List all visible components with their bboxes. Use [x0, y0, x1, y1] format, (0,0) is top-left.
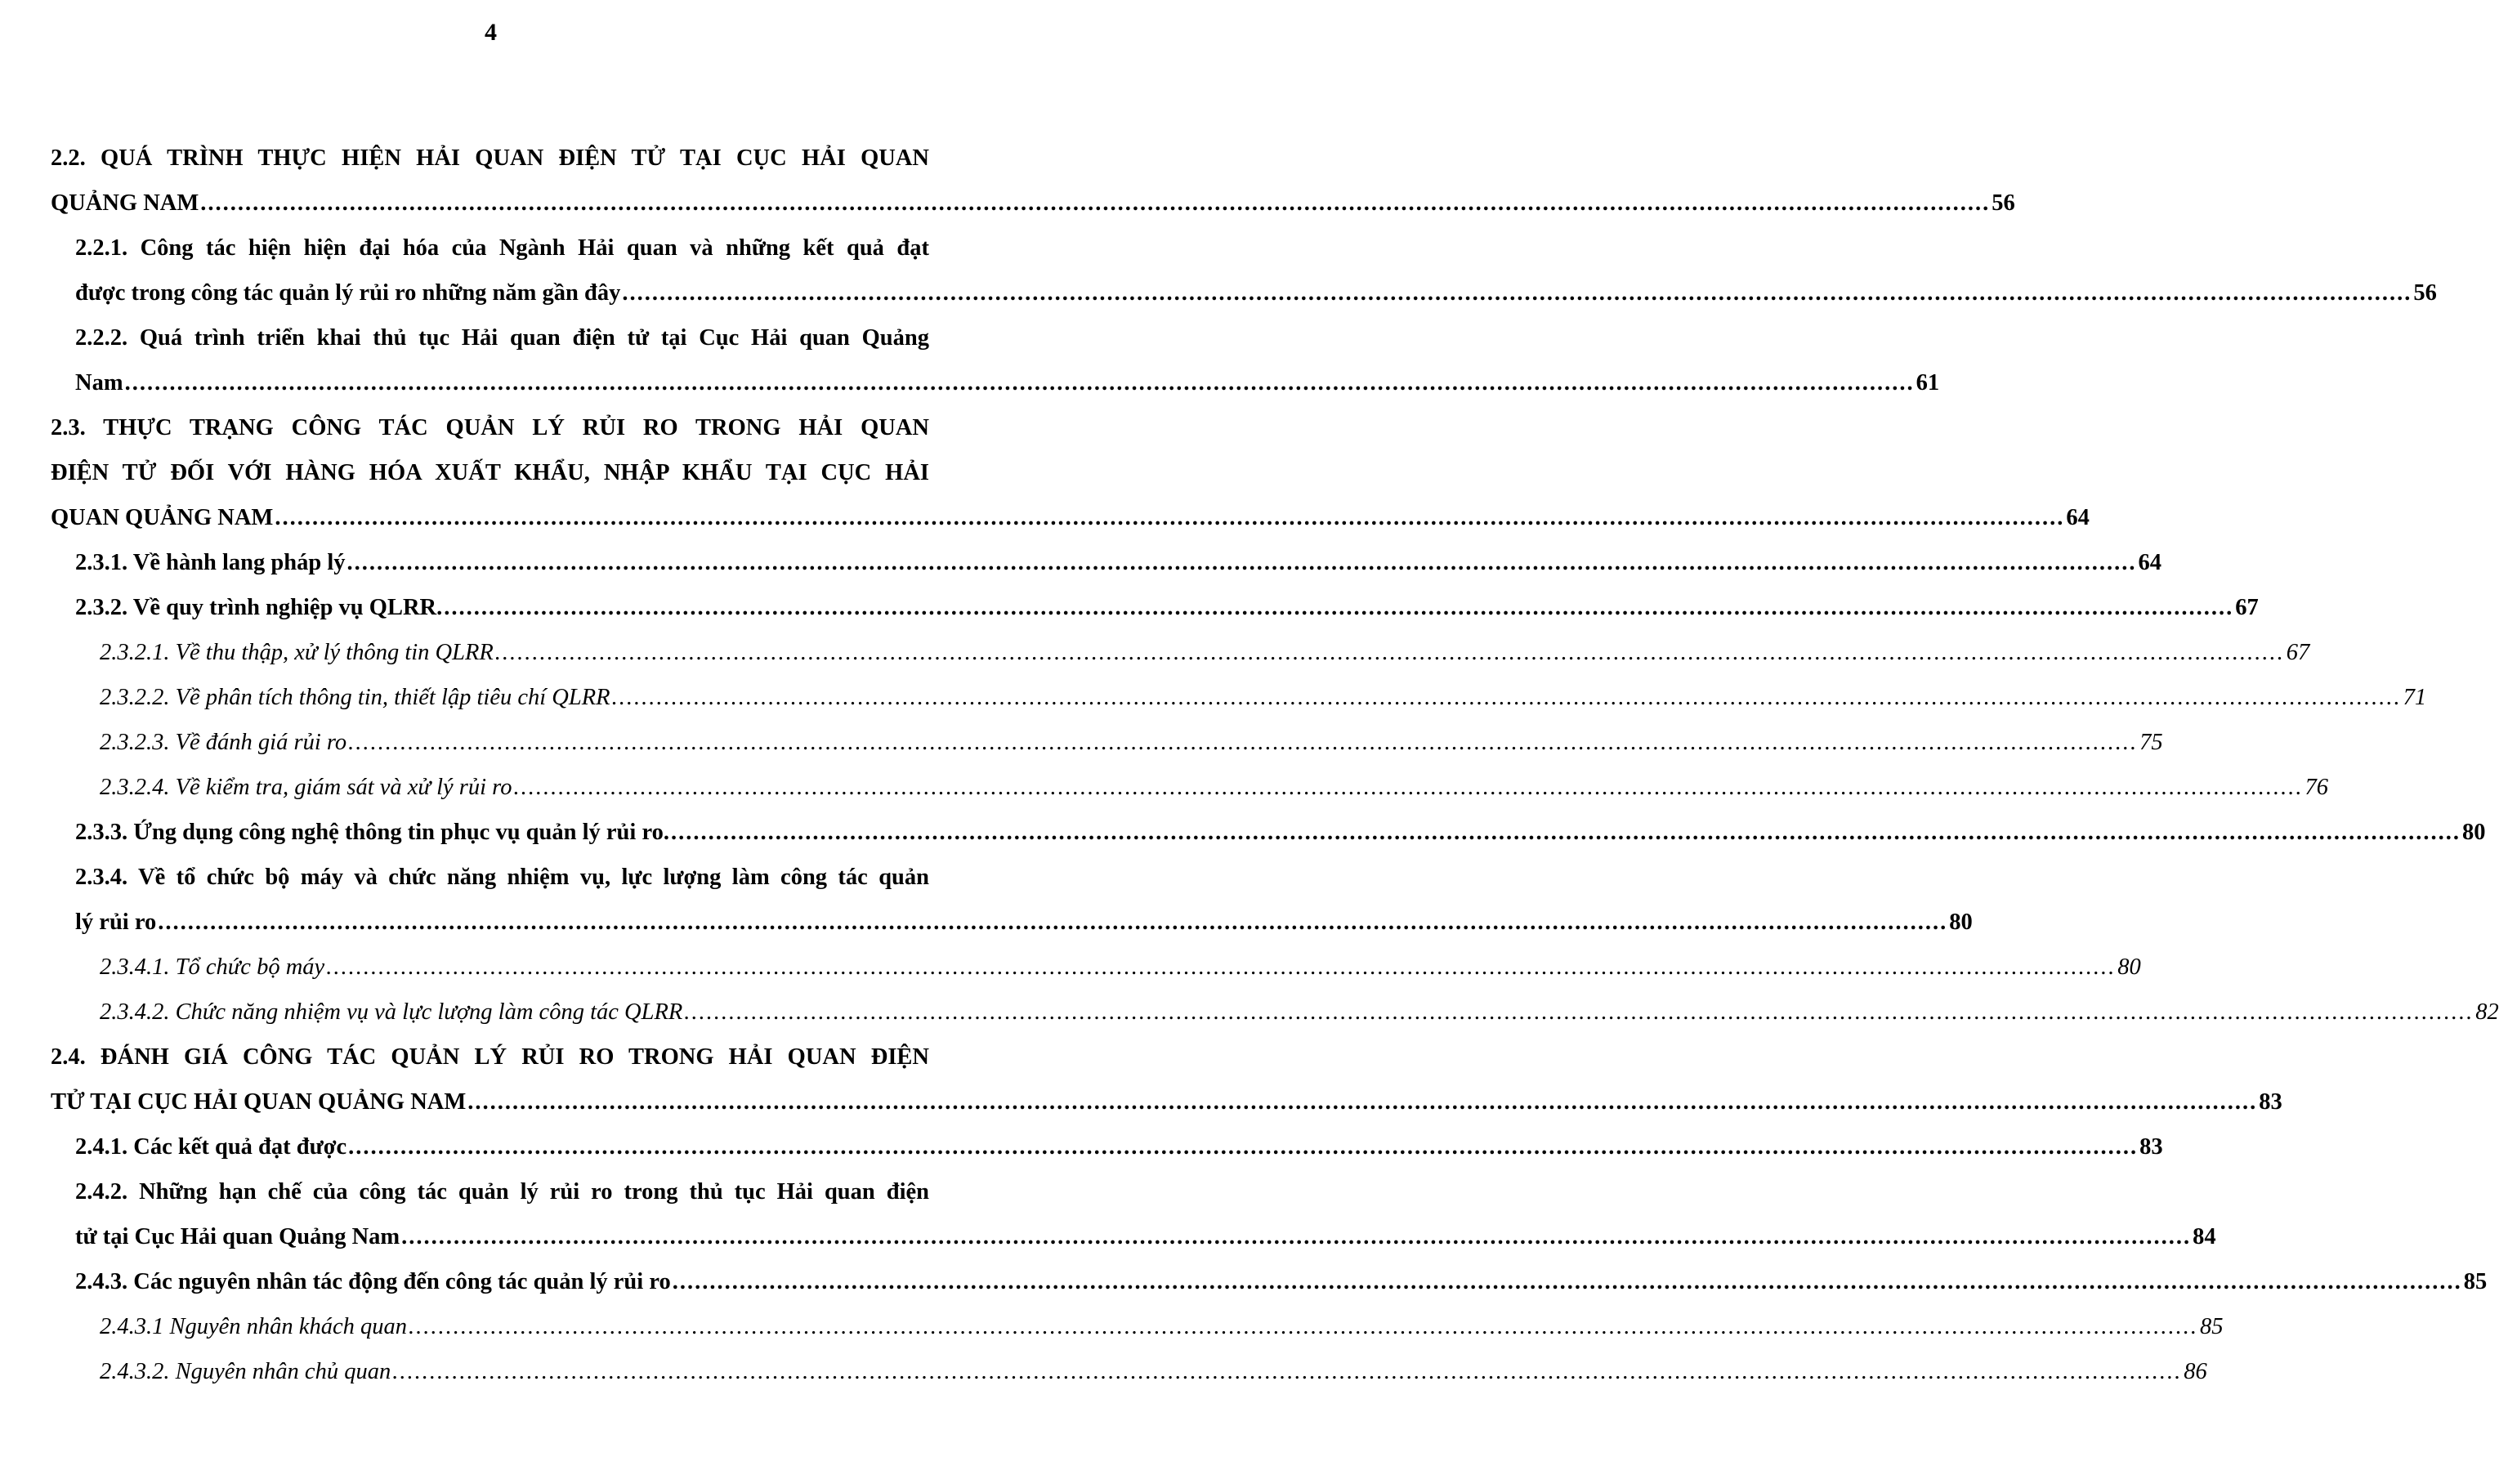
toc-entry[interactable]: [0, 540, 2162, 585]
toc-entry-leader-line: [51, 495, 2090, 540]
toc-entry-title: 2.3.2.4. Về kiểm tra, giám sát và xử lý rủi ro: [100, 775, 512, 800]
dot-leader: [392, 1349, 2182, 1394]
dot-leader: [326, 945, 2116, 990]
toc-entry-title: 2.3.2. Về quy trình nghiệp vụ QLRR.: [75, 595, 443, 620]
toc-entry-leader-line: [75, 1124, 2163, 1169]
toc-entry[interactable]: [0, 990, 2499, 1035]
toc-entry-page: 83: [2139, 1134, 2163, 1160]
toc-entry-title: 2.4.3.2. Nguyên nhân chủ quan: [100, 1359, 391, 1384]
toc-entry-title: 2.3.4.1. Tổ chức bộ máy: [100, 954, 325, 980]
toc-entry-title: 2.3.1. Về hành lang pháp lý: [75, 550, 346, 575]
toc-entry-title: tử tại Cục Hải quan Quảng Nam: [75, 1224, 400, 1249]
dot-leader: [409, 1304, 2198, 1349]
toc-entry-title: 2.4.3. Các nguyên nhân tác động đến công tác quản lý rủi ro: [75, 1269, 671, 1294]
toc-entry-leader-line: [100, 765, 2328, 810]
toc-entry-leader-line: [51, 181, 2015, 226]
toc-entry-leader-line: [51, 1079, 2282, 1124]
toc-entry-page: 56: [2413, 280, 2437, 306]
toc-entry[interactable]: [0, 675, 2427, 720]
toc-entry-page: 83: [2259, 1089, 2282, 1115]
toc-entry-title: 2.3.3. Ứng dụng công nghệ thông tin phục vụ quản lý rủi ro.: [75, 820, 669, 845]
toc-entry[interactable]: [0, 720, 2163, 765]
toc-entry-leader-line: [75, 270, 2437, 315]
toc-entry-page: 85: [2199, 1314, 2224, 1339]
toc-entry[interactable]: [0, 1259, 2488, 1304]
toc-entry[interactable]: [0, 226, 2437, 315]
toc-entry-line: 2.2.1. Công tác hiện hiện đại hóa của Ngành Hải quan và những kết quả đạt: [75, 235, 929, 261]
toc-entry-page: 76: [2305, 775, 2328, 800]
dot-leader: [622, 270, 2412, 315]
toc-entry-title: 2.4.1. Các kết quả đạt được: [75, 1134, 347, 1160]
toc-entry-leader-line: [100, 945, 2141, 990]
toc-entry[interactable]: [0, 1035, 2282, 1124]
dot-leader: [348, 1124, 2138, 1169]
toc-entry[interactable]: [0, 630, 2310, 675]
dot-leader: [612, 675, 2402, 720]
dot-leader: [495, 630, 2285, 675]
toc-entry[interactable]: [0, 405, 2090, 540]
toc-entry-title: lý rủi ro: [75, 910, 157, 935]
toc-entry-title: TỬ TẠI CỤC HẢI QUAN QUẢNG NAM: [51, 1089, 467, 1115]
table-of-contents: [0, 136, 2499, 1394]
toc-entry-line: 2.2.2. Quá trình triển khai thủ tục Hải quan điện tử tại Cục Hải quan Quảng: [75, 325, 929, 351]
toc-entry-title: 2.3.2.3. Về đánh giá rủi ro: [100, 730, 347, 755]
toc-entry-leader-line: [75, 360, 1940, 405]
toc-entry[interactable]: [0, 945, 2141, 990]
toc-entry-page: 67: [2286, 640, 2310, 665]
dot-leader: [684, 990, 2474, 1035]
page-number: 4: [485, 19, 497, 46]
toc-entry-leader-line: [75, 900, 1973, 945]
toc-entry-page: 84: [2193, 1224, 2216, 1249]
toc-entry[interactable]: [0, 810, 2486, 855]
dot-leader: [125, 360, 1915, 405]
dot-leader: [348, 720, 2138, 765]
toc-entry-page: 80: [1949, 910, 1973, 935]
toc-entry[interactable]: [0, 136, 2015, 226]
dot-leader: [401, 1214, 2191, 1259]
toc-entry-leader-line: [75, 585, 2259, 630]
dot-leader: [671, 810, 2461, 855]
toc-entry-line: 2.2. QUÁ TRÌNH THỰC HIỆN HẢI QUAN ĐIỆN TỬ TẠI CỤC HẢI QUAN: [51, 145, 929, 171]
toc-entry-page: 67: [2235, 595, 2259, 620]
toc-entry[interactable]: [0, 855, 1973, 945]
toc-entry-line: 2.3.4. Về tổ chức bộ máy và chức năng nhiệm vụ, lực lượng làm công tác quản: [75, 865, 929, 890]
toc-entry-page: 61: [1916, 370, 1940, 396]
toc-entry-page: 75: [2139, 730, 2163, 755]
toc-entry-line: 2.4.2. Những hạn chế của công tác quản lý rủi ro trong thủ tục Hải quan điện: [75, 1179, 929, 1205]
dot-leader: [158, 900, 1947, 945]
dot-leader: [513, 765, 2303, 810]
dot-leader: [275, 495, 2064, 540]
toc-entry-leader-line: [75, 1214, 2216, 1259]
toc-entry-line: 2.4. ĐÁNH GIÁ CÔNG TÁC QUẢN LÝ RỦI RO TRONG HẢI QUAN ĐIỆN: [51, 1044, 929, 1070]
toc-entry[interactable]: [0, 1124, 2163, 1169]
toc-entry-leader-line: [100, 630, 2310, 675]
dot-leader: [347, 540, 2137, 585]
dot-leader: [467, 1079, 2257, 1124]
dot-leader: [200, 181, 1990, 226]
toc-entry-line: 2.3. THỰC TRẠNG CÔNG TÁC QUẢN LÝ RỦI RO TRONG HẢI QUAN: [51, 415, 929, 440]
toc-entry-leader-line: [100, 990, 2499, 1035]
toc-entry-page: 56: [1992, 190, 2015, 216]
toc-entry[interactable]: [0, 585, 2259, 630]
toc-entry-page: 64: [2066, 505, 2090, 530]
toc-entry[interactable]: [0, 1169, 2216, 1259]
toc-entry-title: 2.3.2.1. Về thu thập, xử lý thông tin QLRR: [100, 640, 494, 665]
toc-entry-page: 86: [2184, 1359, 2207, 1384]
toc-entry-line: ĐIỆN TỬ ĐỐI VỚI HÀNG HÓA XUẤT KHẨU, NHẬP KHẨU TẠI CỤC HẢI: [51, 460, 929, 485]
toc-entry[interactable]: [0, 1304, 2224, 1349]
toc-entry-title: 2.3.2.2. Về phân tích thông tin, thiết lập tiêu chí QLRR: [100, 685, 610, 710]
toc-entry-page: 80: [2117, 954, 2141, 980]
toc-entry[interactable]: [0, 315, 1940, 405]
toc-entry-title: được trong công tác quản lý rủi ro những năm gần đây: [75, 280, 621, 306]
toc-entry-page: 82: [2475, 999, 2499, 1025]
toc-entry[interactable]: [0, 1349, 2207, 1394]
toc-entry-leader-line: [75, 1259, 2488, 1304]
toc-entry-leader-line: [100, 1304, 2224, 1349]
toc-entry-title: QUẢNG NAM: [51, 190, 199, 216]
toc-entry[interactable]: [0, 765, 2328, 810]
toc-entry-title: QUAN QUẢNG NAM: [51, 505, 274, 530]
toc-entry-leader-line: [100, 675, 2427, 720]
toc-entry-leader-line: [75, 810, 2486, 855]
toc-entry-leader-line: [75, 540, 2162, 585]
toc-entry-page: 64: [2138, 550, 2162, 575]
toc-entry-page: 80: [2461, 820, 2486, 845]
toc-entry-page: 85: [2463, 1269, 2488, 1294]
dot-leader: [444, 585, 2233, 630]
toc-entry-title: 2.4.3.1 Nguyên nhân khách quan: [100, 1314, 407, 1339]
toc-entry-title: 2.3.4.2. Chức năng nhiệm vụ và lực lượng làm công tác QLRR: [100, 999, 683, 1025]
toc-entry-page: 71: [2403, 685, 2427, 710]
dot-leader: [673, 1259, 2462, 1304]
toc-entry-leader-line: [100, 720, 2163, 765]
toc-entry-title: Nam: [75, 370, 123, 396]
toc-entry-leader-line: [100, 1349, 2207, 1394]
